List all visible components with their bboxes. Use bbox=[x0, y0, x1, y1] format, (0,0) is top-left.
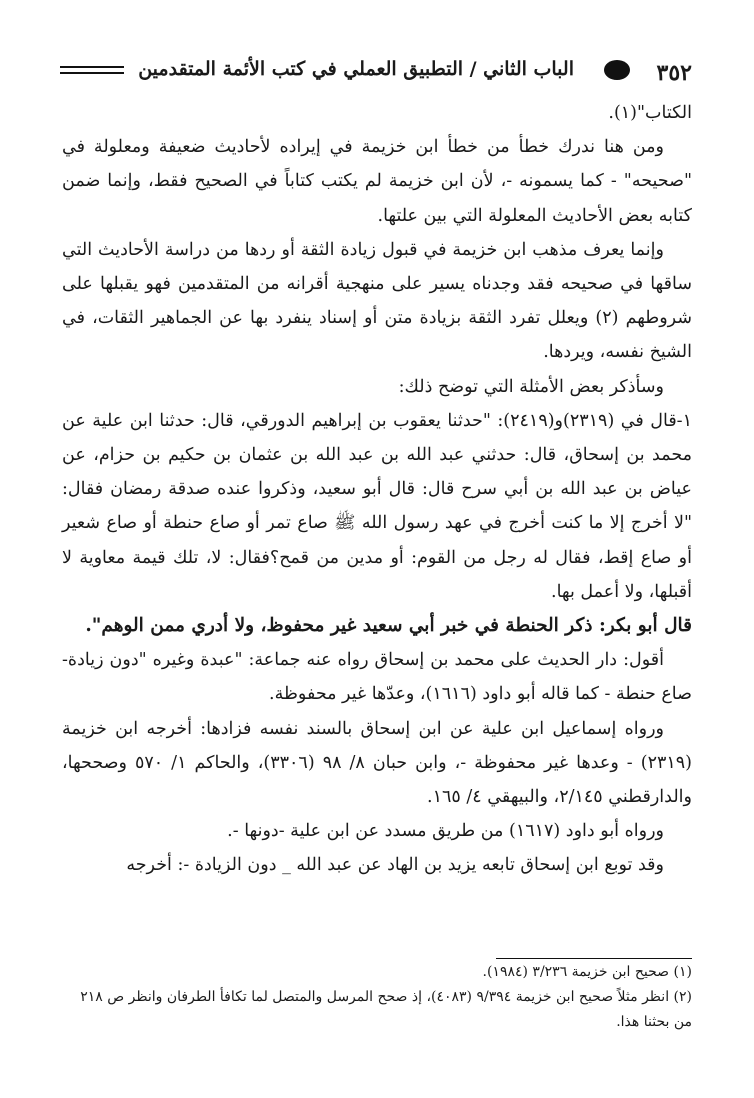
header-ornament bbox=[604, 60, 630, 80]
paragraph: ورواه أبو داود (١٦١٧) من طريق مسدد عن ابن علية -دونها -. bbox=[227, 821, 664, 842]
paragraph: ومن هنا ندرك خطأ من خطأ ابن خزيمة في إيراده لأحاديث ضعيفة ومعلولة في "صحيحه" - كما يسمونه -، لأن ابن خزيمة لم يكتب كتاباً في الصحيح فقط، وإنما ضمن كتابه بعض الأحاديث المعلولة التي بين علتها. bbox=[62, 137, 692, 226]
page-number: ٣٥٢ bbox=[656, 60, 692, 86]
paragraph: وقد توبع ابن إسحاق تابعه يزيد بن الهاد عن عبد الله _ دون الزيادة -: أخرجه bbox=[126, 855, 664, 876]
footnotes bbox=[62, 960, 692, 1035]
paragraph: وسأذكر بعض الأمثلة التي توضح ذلك: bbox=[398, 376, 664, 397]
paragraph: وإنما يعرف مذهب ابن خزيمة في قبول زيادة الثقة أو ردها من دراسة الأحاديث التي ساقها في صحيحه فقد وجدناه يسير على منهجية أقرانه من المتقدمين فهو يقبلها على شروطهم (٢) ويعلل تفرد الثقة بزيادة متن أو إسناد ينفرد بها عن الجماهير الثقات، في الشيخ نفسه، ويردها. bbox=[62, 239, 692, 363]
header-rule bbox=[60, 72, 124, 74]
paragraph: ١-قال في (٢٣١٩)و(٢٤١٩): "حدثنا يعقوب بن إبراهيم الدورقي، قال: حدثنا ابن علية عن محمد بن إسحاق، قال: حدثني عبد الله بن عبد الله بن عثمان بن حكيم بن حزام، عن عياض بن عبد الله بن أبي سرح قال: قال أبو سعيد، وذكروا عنده صدقة رمضان فقال: "لا أخرج إلا ما كنت أخرج في عهد رسول الله ﷺ صاع تمر أو صاع حنطة أو صاع شعير أو صاع إقط، فقال له رجل من القوم: أو مدين من قمح؟فقال: لا، تلك قيمة معاوية لا أقبلها، ولا أعمل بها. bbox=[62, 410, 693, 602]
footnote: (١) صحيح ابن خزيمة ٣/٢٣٦ (١٩٨٤). bbox=[482, 964, 692, 980]
main-text bbox=[62, 96, 692, 883]
running-title: الباب الثاني / التطبيق العملي في كتب الأئمة المتقدمين bbox=[138, 58, 574, 80]
paragraph: ورواه إسماعيل ابن علية عن ابن إسحاق بالسند نفسه فزادها: أخرجه ابن خزيمة (٢٣١٩) - وعدها غير محفوظة -، وابن حبان ٨/ ٩٨ (٣٣٠٦)، والحاكم ١/ ٥٧٠ وصححها، والدارقطني ٢/١٤٥، والبيهقي ٤/ ١٦٥. bbox=[62, 718, 692, 808]
quoted-statement: قال أبو بكر: ذكر الحنطة في خبر أبي سعيد غير محفوظ، ولا أدري ممن الوهم". bbox=[85, 615, 692, 637]
header-rule bbox=[60, 66, 124, 68]
paragraph: أقول: دار الحديث على محمد بن إسحاق رواه عنه جماعة: "عبدة وغيره "دون زيادة- صاع حنطة - كما قاله أبو داود (١٦١٦)، وعدّها غير محفوظة. bbox=[62, 650, 692, 705]
page-header bbox=[60, 52, 692, 92]
footnote: (٢) انظر مثلاً صحيح ابن خزيمة ٩/٣٩٤ (٤٠٨٣)، إذ صحح المرسل والمتصل لما تكافأ الطرفان وانظر ص ٢١٨ من بحثنا هذا. bbox=[80, 989, 692, 1030]
paragraph: الكتاب"(١). bbox=[608, 103, 692, 123]
footnote-divider bbox=[496, 958, 692, 959]
